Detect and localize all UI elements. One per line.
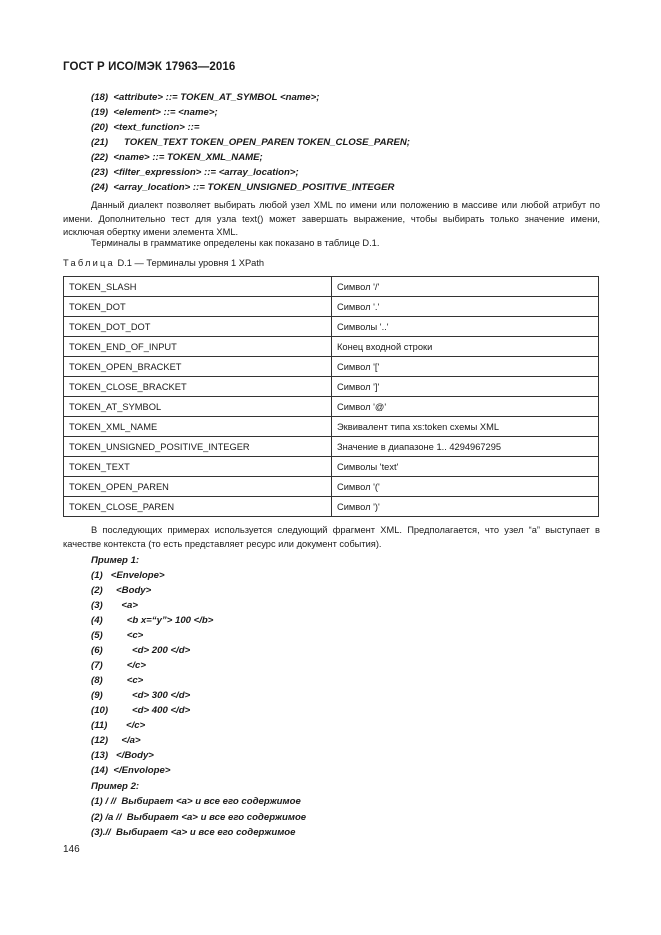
grammar-line: (19) <element> ::= <name>; [91,107,218,118]
example-line: (2) /a // Выбирает <a> и все его содержимое [91,812,307,823]
table-row [64,377,599,397]
description-cell: Конец входной строки [332,337,599,357]
page-number: 146 [63,844,80,855]
example-line: (1) / // Выбирает <a> и все его содержимое [91,796,301,807]
token-cell: TOKEN_SLASH [64,277,332,297]
table-row [64,317,599,337]
description-cell: Эквивалент типа xs:token схемы XML [332,417,599,437]
caption-label: Таблица [63,258,115,268]
token-cell: TOKEN_CLOSE_BRACKET [64,377,332,397]
table-row [64,477,599,497]
token-cell: TOKEN_UNSIGNED_POSITIVE_INTEGER [64,437,332,457]
description-cell: Символы '..' [332,317,599,337]
description-cell: Символы 'text' [332,457,599,477]
example-heading: Пример 2: [91,781,140,792]
table-row [64,277,599,297]
token-cell: TOKEN_DOT [64,297,332,317]
description-cell: Символ ')' [332,497,599,517]
example-line: (7) </c> [91,660,146,671]
example-line: (3).// Выбирает <a> и все его содержимое [91,827,296,838]
table-row [64,397,599,417]
paragraph-text: Терминалы в грамматике определены как показано в таблице D.1. [91,238,380,248]
description-cell: Символ '.' [332,297,599,317]
description-cell: Символ '[' [332,357,599,377]
token-cell: TOKEN_AT_SYMBOL [64,397,332,417]
table-row [64,457,599,477]
document-header: ГОСТ Р ИСО/МЭК 17963—2016 [63,61,236,73]
example-line: (1) <Envelope> [91,570,165,581]
paragraph-dialect [63,199,600,240]
token-cell: TOKEN_OPEN_PAREN [64,477,332,497]
example-line: (2) <Body> [91,585,152,596]
grammar-line: (20) <text_function> ::= [91,122,200,133]
grammar-line: (23) <filter_expression> ::= <array_location>; [91,167,299,178]
table-row [64,417,599,437]
table-row [64,437,599,457]
description-cell: Значение в диапазоне 1.. 4294967295 [332,437,599,457]
terminals-table [63,276,599,517]
token-cell: TOKEN_END_OF_INPUT [64,337,332,357]
description-cell: Символ ']' [332,377,599,397]
grammar-line: (24) <array_location> ::= TOKEN_UNSIGNED_POSITIVE_INTEGER [91,182,395,193]
example-line: (10) <d> 400 </d> [91,705,191,716]
token-cell: TOKEN_CLOSE_PAREN [64,497,332,517]
table-row [64,297,599,317]
token-cell: TOKEN_XML_NAME [64,417,332,437]
token-cell: TOKEN_OPEN_BRACKET [64,357,332,377]
description-cell: Символ '@' [332,397,599,417]
paragraph-text: Данный диалект позволяет выбирать любой узел XML по имени или положению в массиве или любой атрибут по имени. Дополнительно тест для узла text() может завершать выражение, чтобы выбирать только значение имени, исключая обертку имени элемента XML. [63,200,600,238]
grammar-line: (22) <name> ::= TOKEN_XML_NAME; [91,152,263,163]
description-cell: Символ '/' [332,277,599,297]
grammar-line: (21) TOKEN_TEXT TOKEN_OPEN_PAREN TOKEN_CLOSE_PAREN; [91,137,410,148]
example-line: (5) <c> [91,630,144,641]
example-line: (13) </Body> [91,750,154,761]
example-line: (12) </a> [91,735,141,746]
table-row [64,497,599,517]
example-heading: Пример 1: [91,555,140,566]
example-line: (4) <b x=“y”> 100 </b> [91,615,214,626]
paragraph-text: В последующих примерах используется следующий фрагмент XML. Предполагается, что узел “a” выступает в качестве контекста (то есть представляет ресурс или документ события). [63,525,600,549]
token-cell: TOKEN_DOT_DOT [64,317,332,337]
table-caption [63,258,264,268]
example-line: (8) <c> [91,675,144,686]
table-row [64,357,599,377]
example-line: (3) <a> [91,600,138,611]
paragraph-examples-intro [63,524,600,551]
paragraph-terminals [63,237,600,251]
grammar-line: (18) <attribute> ::= TOKEN_AT_SYMBOL <name>; [91,92,320,103]
description-cell: Символ '(' [332,477,599,497]
example-line: (6) <d> 200 </d> [91,645,191,656]
example-line: (14) </Envolope> [91,765,171,776]
example-line: (9) <d> 300 </d> [91,690,191,701]
table-row [64,337,599,357]
caption-text: D.1 — Терминалы уровня 1 XPath [114,258,265,268]
example-line: (11) </c> [91,720,146,731]
token-cell: TOKEN_TEXT [64,457,332,477]
